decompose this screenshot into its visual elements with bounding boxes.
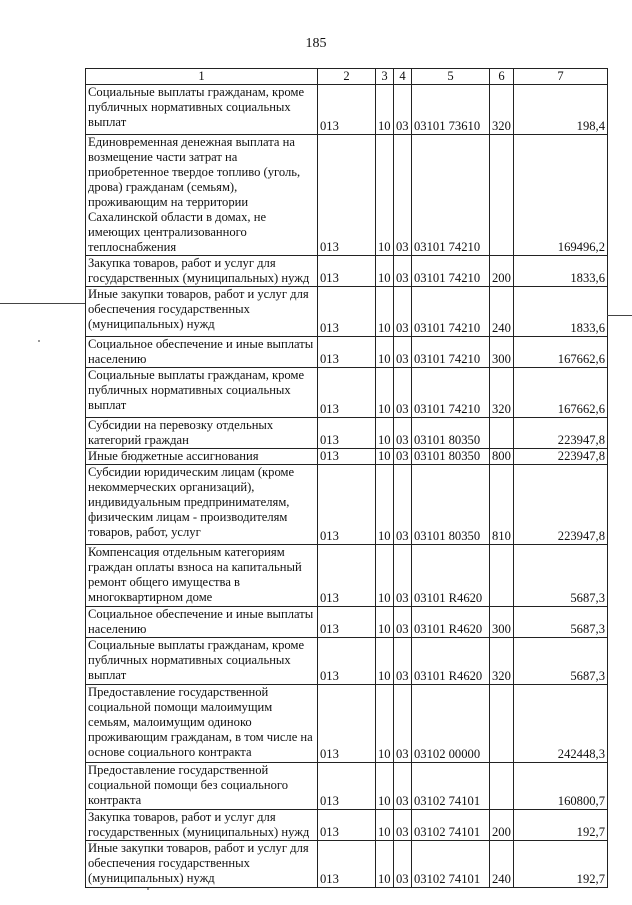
cell-ministry-code: 013 <box>318 465 376 545</box>
cell-name: Социальные выплаты гражданам, кроме публичных нормативных социальных выплат <box>86 638 318 685</box>
cell-sum: 192,7 <box>514 810 608 841</box>
cell-section: 10 <box>376 841 394 888</box>
cell-expense-type: 200 <box>490 810 514 841</box>
cell-expense-type <box>490 685 514 763</box>
cell-sum: 167662,6 <box>514 337 608 368</box>
scan-artifact-line <box>0 303 85 304</box>
cell-subsection: 03 <box>394 256 412 287</box>
cell-section: 10 <box>376 418 394 449</box>
cell-subsection: 03 <box>394 287 412 337</box>
header-cell: 4 <box>394 69 412 85</box>
cell-name: Социальные выплаты гражданам, кроме публичных нормативных социальных выплат <box>86 368 318 418</box>
cell-expense-type: 320 <box>490 368 514 418</box>
header-cell: 2 <box>318 69 376 85</box>
cell-name: Иные бюджетные ассигнования <box>86 449 318 465</box>
cell-sum: 1833,6 <box>514 256 608 287</box>
cell-subsection: 03 <box>394 418 412 449</box>
cell-section: 10 <box>376 810 394 841</box>
cell-sum: 223947,8 <box>514 449 608 465</box>
cell-ministry-code: 013 <box>318 337 376 368</box>
cell-sum: 169496,2 <box>514 135 608 256</box>
cell-ministry-code: 013 <box>318 607 376 638</box>
cell-section: 10 <box>376 337 394 368</box>
cell-ministry-code: 013 <box>318 638 376 685</box>
cell-subsection: 03 <box>394 763 412 810</box>
table-row <box>86 465 608 545</box>
cell-name: Единовременная денежная выплата на возмещение части затрат на приобретенное твердое топливо (уголь, дрова) гражданам (семьям), проживающим на территории Сахалинской области в домах, не имеющих централизованного теплоснабжения <box>86 135 318 256</box>
cell-sum: 223947,8 <box>514 418 608 449</box>
cell-expense-type: 800 <box>490 449 514 465</box>
cell-subsection: 03 <box>394 368 412 418</box>
header-cell: 1 <box>86 69 318 85</box>
table-body <box>86 85 608 888</box>
cell-expense-type <box>490 763 514 810</box>
cell-section: 10 <box>376 638 394 685</box>
cell-name: Иные закупки товаров, работ и услуг для обеспечения государственных (муниципальных) нужд <box>86 841 318 888</box>
cell-target-article: 03101 74210 <box>412 368 490 418</box>
cell-sum: 160800,7 <box>514 763 608 810</box>
cell-ministry-code: 013 <box>318 763 376 810</box>
cell-sum: 167662,6 <box>514 368 608 418</box>
table-row <box>86 545 608 607</box>
cell-target-article: 03101 73610 <box>412 85 490 135</box>
cell-section: 10 <box>376 449 394 465</box>
cell-expense-type <box>490 545 514 607</box>
cell-ministry-code: 013 <box>318 685 376 763</box>
cell-ministry-code: 013 <box>318 449 376 465</box>
cell-name: Закупка товаров, работ и услуг для государственных (муниципальных) нужд <box>86 810 318 841</box>
table-row <box>86 256 608 287</box>
cell-name: Социальные выплаты гражданам, кроме публичных нормативных социальных выплат <box>86 85 318 135</box>
header-cell: 5 <box>412 69 490 85</box>
cell-ministry-code: 013 <box>318 545 376 607</box>
scan-artifact-dot <box>38 340 40 342</box>
cell-sum: 198,4 <box>514 85 608 135</box>
cell-ministry-code: 013 <box>318 135 376 256</box>
cell-section: 10 <box>376 763 394 810</box>
table-row <box>86 685 608 763</box>
cell-name: Субсидии на перевозку отдельных категорий граждан <box>86 418 318 449</box>
cell-target-article: 03102 74101 <box>412 841 490 888</box>
cell-sum: 192,7 <box>514 841 608 888</box>
page-number: 185 <box>305 36 327 51</box>
cell-target-article: 03101 74210 <box>412 287 490 337</box>
table-row <box>86 607 608 638</box>
cell-subsection: 03 <box>394 85 412 135</box>
cell-section: 10 <box>376 135 394 256</box>
cell-section: 10 <box>376 368 394 418</box>
cell-expense-type <box>490 135 514 256</box>
table-row <box>86 337 608 368</box>
cell-subsection: 03 <box>394 810 412 841</box>
cell-name: Социальное обеспечение и иные выплаты населению <box>86 337 318 368</box>
header-cell: 6 <box>490 69 514 85</box>
table-row <box>86 135 608 256</box>
cell-name: Иные закупки товаров, работ и услуг для обеспечения государственных (муниципальных) нужд <box>86 287 318 337</box>
table-row <box>86 368 608 418</box>
cell-name: Предоставление государственной социальной помощи без социального контракта <box>86 763 318 810</box>
header-cell: 7 <box>514 69 608 85</box>
cell-sum: 5687,3 <box>514 607 608 638</box>
cell-subsection: 03 <box>394 135 412 256</box>
cell-ministry-code: 013 <box>318 841 376 888</box>
cell-ministry-code: 013 <box>318 810 376 841</box>
cell-subsection: 03 <box>394 607 412 638</box>
table-row <box>86 287 608 337</box>
cell-subsection: 03 <box>394 685 412 763</box>
cell-name: Закупка товаров, работ и услуг для государственных (муниципальных) нужд <box>86 256 318 287</box>
cell-target-article: 03101 74210 <box>412 256 490 287</box>
cell-target-article: 03101 74210 <box>412 135 490 256</box>
table-row <box>86 810 608 841</box>
cell-target-article: 03102 74101 <box>412 810 490 841</box>
cell-section: 10 <box>376 465 394 545</box>
cell-expense-type <box>490 418 514 449</box>
cell-target-article: 03101 R4620 <box>412 607 490 638</box>
cell-ministry-code: 013 <box>318 368 376 418</box>
cell-target-article: 03101 R4620 <box>412 638 490 685</box>
table-row <box>86 449 608 465</box>
cell-sum: 223947,8 <box>514 465 608 545</box>
cell-subsection: 03 <box>394 337 412 368</box>
cell-subsection: 03 <box>394 465 412 545</box>
cell-expense-type: 320 <box>490 638 514 685</box>
cell-subsection: 03 <box>394 545 412 607</box>
cell-name: Предоставление государственной социальной помощи малоимущим семьям, малоимущим одиноко проживающим гражданам, в том числе на основе социального контракта <box>86 685 318 763</box>
cell-section: 10 <box>376 607 394 638</box>
header-cell: 3 <box>376 69 394 85</box>
cell-expense-type: 320 <box>490 85 514 135</box>
cell-target-article: 03101 80350 <box>412 449 490 465</box>
cell-subsection: 03 <box>394 841 412 888</box>
cell-section: 10 <box>376 85 394 135</box>
cell-section: 10 <box>376 545 394 607</box>
cell-ministry-code: 013 <box>318 418 376 449</box>
cell-name: Субсидии юридическим лицам (кроме некоммерческих организаций), индивидуальным предпринимателям, физическим лицам - производителям товаров, работ, услуг <box>86 465 318 545</box>
cell-section: 10 <box>376 287 394 337</box>
cell-subsection: 03 <box>394 638 412 685</box>
table-row <box>86 841 608 888</box>
table-row <box>86 763 608 810</box>
cell-expense-type: 240 <box>490 287 514 337</box>
cell-target-article: 03101 74210 <box>412 337 490 368</box>
cell-expense-type: 240 <box>490 841 514 888</box>
cell-ministry-code: 013 <box>318 287 376 337</box>
cell-target-article: 03102 74101 <box>412 763 490 810</box>
cell-subsection: 03 <box>394 449 412 465</box>
cell-sum: 5687,3 <box>514 545 608 607</box>
cell-section: 10 <box>376 685 394 763</box>
cell-name: Компенсация отдельным категориям граждан оплаты взноса на капитальный ремонт общего имущества в многоквартирном доме <box>86 545 318 607</box>
cell-target-article: 03101 80350 <box>412 418 490 449</box>
cell-expense-type: 200 <box>490 256 514 287</box>
cell-ministry-code: 013 <box>318 85 376 135</box>
budget-table <box>85 68 608 888</box>
cell-sum: 5687,3 <box>514 638 608 685</box>
table-row <box>86 638 608 685</box>
cell-target-article: 03102 00000 <box>412 685 490 763</box>
table-row <box>86 418 608 449</box>
cell-target-article: 03101 R4620 <box>412 545 490 607</box>
cell-sum: 1833,6 <box>514 287 608 337</box>
cell-expense-type: 810 <box>490 465 514 545</box>
cell-section: 10 <box>376 256 394 287</box>
cell-expense-type: 300 <box>490 607 514 638</box>
cell-expense-type: 300 <box>490 337 514 368</box>
cell-target-article: 03101 80350 <box>412 465 490 545</box>
cell-sum: 242448,3 <box>514 685 608 763</box>
table-header-row <box>86 69 608 85</box>
table-row <box>86 85 608 135</box>
cell-ministry-code: 013 <box>318 256 376 287</box>
cell-name: Социальное обеспечение и иные выплаты населению <box>86 607 318 638</box>
scan-artifact-dot <box>147 888 149 890</box>
scan-artifact-line <box>607 315 632 316</box>
